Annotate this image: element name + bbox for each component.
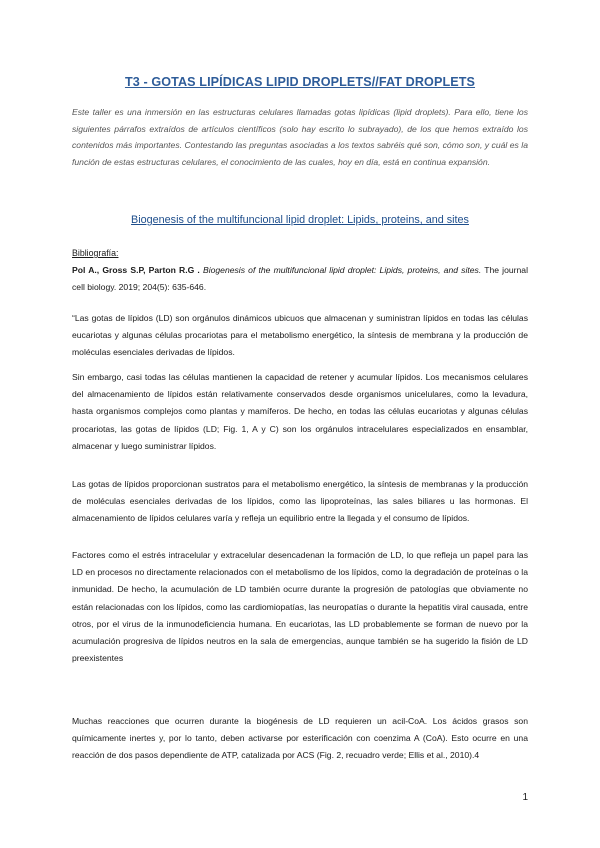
bibliography-article: Biogenesis of the multifuncional lipid droplet: Lipids, proteins, and sites. bbox=[202, 265, 482, 275]
paragraph: Factores como el estrés intracelular y extracelular desencadenan la formación de LD, lo que refleja un papel para las LD en procesos no directamente relacionados con el metabolismo de los lípidos, como la degradación de proteínas o la inmunidad. De hecho, la acumulación de LD también ocurre durante la progresión de patologías que obviamente no están relacionadas con los lípidos, como las cardiomiopatías, las neuropatías o durante la hepatitis viral causada, entre otros, por el virus de la inmunodeficiencia humana. En eucariotas, las LD probablemente se forman de nuevo por la acumulación progresiva de lípidos neutros en la sala de emergencias, aunque también se ha sugerido la fisión de LD preexistentes bbox=[72, 550, 528, 664]
paragraph: “Las gotas de lípidos (LD) son orgánulos dinámicos ubicuos que almacenan y suministran lípidos en todas las células eucariotas y algunas células procariotas para el metabolismo energético, la síntesis de membrana y la producción de moléculas esenciales derivadas de lípidos. bbox=[72, 313, 528, 358]
bibliography-journal: The journal cell biology. 2019; 204(5): 635-646. bbox=[72, 265, 528, 292]
section-title: Biogenesis of the multifuncional lipid droplet: Lipids, proteins, and sites bbox=[131, 214, 469, 226]
page-number: 1 bbox=[522, 792, 528, 803]
intro-text: Este taller es una inmersión en las estructuras celulares llamadas gotas lipídicas (lipid droplets). Para ello, tiene los siguientes párrafos extraídos de artículos científicos (solo hay escrito lo subrayado), de los que hemos extraído los contenidos más importantes. Contestando las preguntas asociadas a los textos sabréis qué son, cómo son, y cuál es la función de estas estructuras celulares, el conocimiento de las cuales, hoy en día, está en continua expansión. bbox=[72, 107, 528, 168]
paragraph: Las gotas de lípidos proporcionan sustratos para el metabolismo energético, la síntesis de membranas y la producción de moléculas esenciales derivadas de los lípidos, como las lipoproteínas, las sales biliares u las hormonas. El almacenamiento de lípidos celulares varía y refleja un equilibrio entre la llegada y el consumo de lípidos. bbox=[72, 479, 528, 524]
paragraph: Sin embargo, casi todas las células mantienen la capacidad de retener y acumular lípidos. Los mecanismos celulares del almacenamiento de lípidos están relativamente conservados desde organismos unicelulares, como la levadura, hasta organismos complejos como plantas y mamíferos. De hecho, en todas las células eucariotas y algunas células procariotas, las gotas de lípidos (LD; Fig. 1, A y C) son los orgánulos intracelulares especializados en ensamblar, almacenar y luego suministrar lípidos. bbox=[72, 372, 528, 451]
bibliography-entry bbox=[72, 262, 528, 296]
page-title: T3 - GOTAS LIPÍDICAS LIPID DROPLETS//FAT DROPLETS bbox=[124, 75, 476, 89]
bibliography-authors: Pol A., Gross S.P, Parton R.G . bbox=[72, 265, 200, 275]
bibliography-label: Bibliografía: bbox=[72, 248, 119, 258]
paragraph: Muchas reacciones que ocurren durante la biogénesis de LD requieren un acil-CoA. Los ácidos grasos son químicamente inertes y, por lo tanto, deben activarse por esterificación con coenzima A (CoA). Esto ocurre en una reacción de dos pasos dependiente de ATP, catalizada por ACS (Fig. 2, recuadro verde; Ellis et al., 2010).4 bbox=[72, 716, 528, 761]
